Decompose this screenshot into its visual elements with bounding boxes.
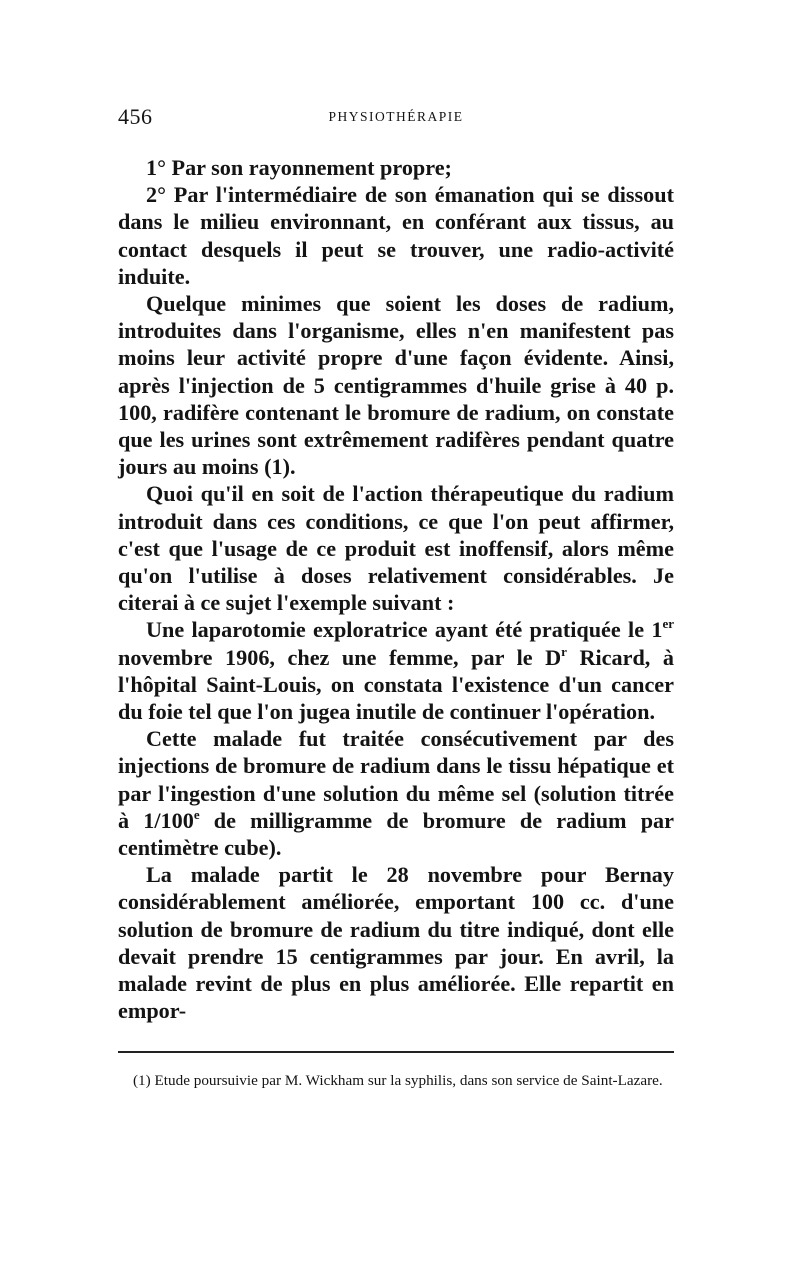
text-span: Ricard, à l'hôpital Saint-Louis, on constata l'existence d'un cancer du foie tel que l'on jugea inutile de continuer l'opération. — [118, 644, 674, 725]
paragraph-radium-doses: Quelque minimes que soient les doses de radium, introduites dans l'organisme, elles n'en manifestent pas moins leur activité propre d'une façon évidente. Ainsi, après l'injection de 5 centigrammes d'huile grise à 40 p. 100, radifère contenant le bromure de radium, on constate que les urines sont extrêmement radifères pendant quatre jours au moins (1). — [118, 291, 674, 480]
footnotes — [118, 1072, 674, 1090]
paragraph-departure: La malade partit le 28 novembre pour Bernay considérablement améliorée, emportant 100 cc. d'une solution de bromure de radium du titre indiqué, dont elle devait prendre 15 centigrammes par jour. En avril, la malade revint de plus en plus améliorée. Elle repartit en empor- — [118, 862, 674, 1024]
paragraph-list-item-1: 1° Par son rayonnement propre; — [146, 155, 452, 180]
paragraph-therapeutic-action: Quoi qu'il en soit de l'action thérapeutique du radium introduit dans ces conditions, ce que l'on peut affirmer, c'est que l'usage de ce produit est inoffensif, alors même qu'on l'utilise à doses relativement considérables. Je citerai à ce sujet l'exemple suivant : — [118, 481, 674, 616]
superscript: e — [193, 806, 200, 822]
body-text — [118, 154, 674, 1025]
paragraph-list-item-2: 2° Par l'intermédiaire de son émanation qui se dissout dans le milieu environnant, en conférant aux tissus, au contact desquels il peut se trouver, une radio-activité induite. — [118, 182, 674, 289]
paragraph-treatment — [118, 725, 674, 861]
page-number: 456 — [118, 104, 153, 129]
footnote-1: (1) Etude poursuivie par M. Wickham sur la syphilis, dans son service de Saint-Lazare. — [133, 1071, 663, 1089]
running-title: PHYSIOTHÉRAPIE — [328, 109, 464, 124]
running-header — [118, 100, 674, 130]
text-span: de milligramme de bromure de radium par centimètre cube). — [118, 807, 674, 861]
text-span: novembre 1906, chez une femme, par le D — [118, 644, 562, 670]
paragraph-laparotomy-case — [118, 616, 674, 725]
text-span: Une laparotomie exploratrice ayant été pratiquée le 1 — [146, 617, 663, 643]
book-page — [118, 100, 674, 1090]
superscript: r — [561, 643, 567, 659]
text-span: Cette malade fut traitée consécutivement par des injections de bromure de radium dans le tissu hépatique et par l'ingestion d'une solution du même sel (solution titrée à 1/100 — [118, 726, 674, 833]
footnote-divider — [118, 1051, 674, 1053]
superscript: er — [662, 616, 674, 632]
